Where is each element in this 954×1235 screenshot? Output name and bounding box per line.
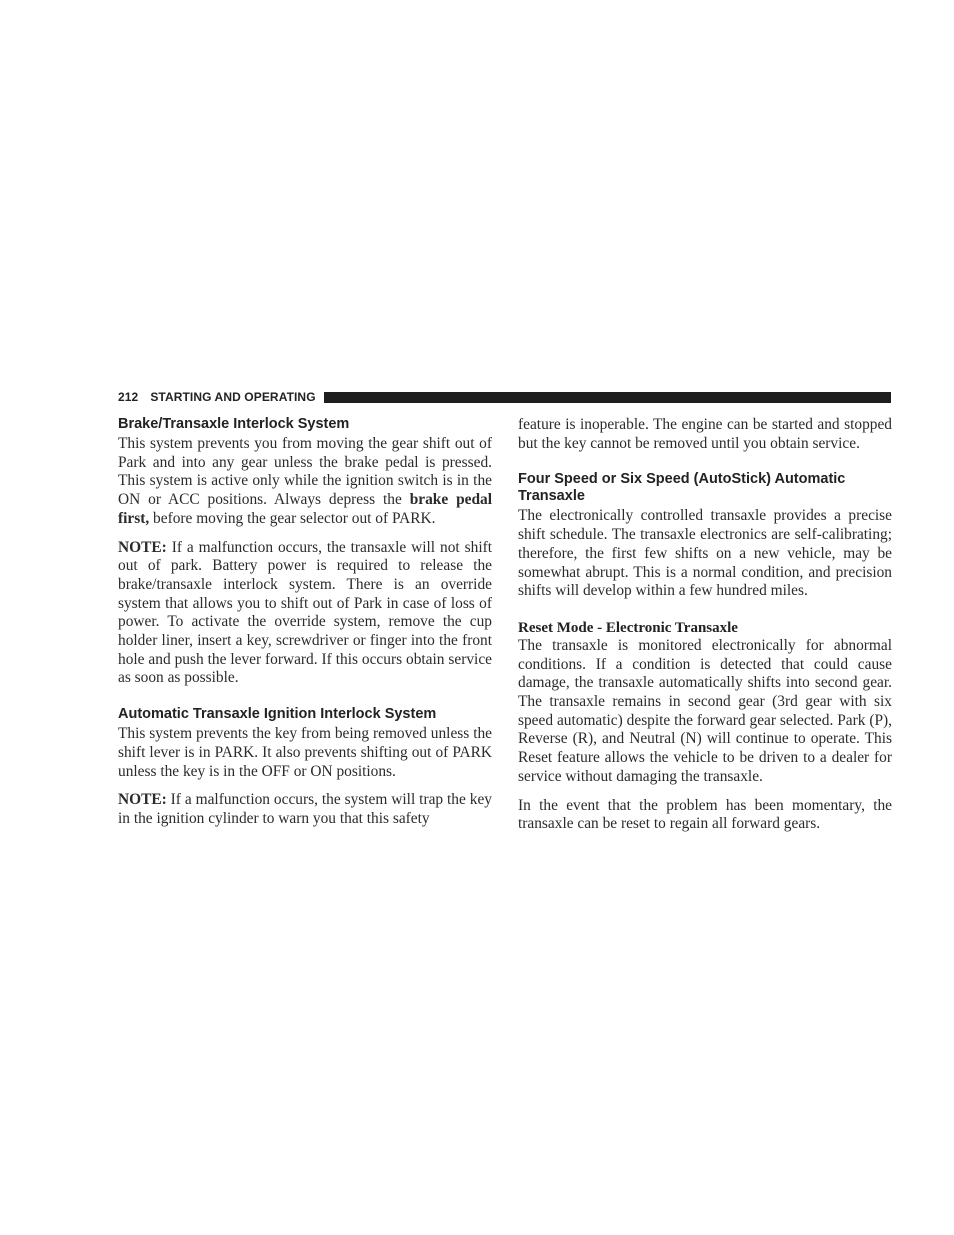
brake-interlock-note <box>118 539 492 689</box>
brake-pedal-emphasis: brake pedal first, <box>118 491 492 527</box>
note-label: NOTE: <box>118 538 167 556</box>
page-number: 212 <box>118 390 139 404</box>
ignition-interlock-note <box>118 791 492 828</box>
left-column <box>118 416 492 839</box>
note-label: NOTE: <box>118 791 167 809</box>
reset-mode-heading: Reset Mode - Electronic Transaxle <box>518 619 738 636</box>
ignition-interlock-heading: Automatic Transaxle Ignition Interlock System <box>118 706 437 723</box>
section-title: STARTING AND OPERATING <box>150 390 316 404</box>
reset-mode-paragraph: The transaxle is monitored electronically for abnormal conditions. If a condition is detected that could cause damage, the transaxle automatically shifts into second gear. The transaxle remains in second gear (3rd gear with six speed automatic) despite the forward gear selected. Park (P), Reverse (R), and Neutral (N) will continue to operate. This Reset feature allows the vehicle to be driven to a dealer for service without damaging the transaxle. <box>518 636 892 785</box>
continued-note-text: feature is inoperable. The engine can be started and stopped but the key cannot be removed until you obtain service. <box>518 416 892 452</box>
brake-interlock-heading: Brake/Transaxle Interlock System <box>118 416 350 432</box>
note-text: If a malfunction occurs, the transaxle will not shift out of park. Battery power is required to release the brake/transaxle interlock system. There is an override system that allows you to shift out of Park in case of loss of power. To activate the override system, remove the cup holder liner, insert a key, screwdriver or finger into the front hole and push the lever forward. If this occurs obtain service as soon as possible. <box>118 538 492 687</box>
autostick-paragraph: The electronically controlled transaxle provides a precise shift schedule. The transaxle electronics are self-calibrating; therefore, the first few shifts on a new vehicle, may be somewhat abrupt. This is a normal condition, and precision shifts will develop within a few hundred miles. <box>518 507 892 600</box>
header-rule <box>324 392 891 403</box>
ignition-interlock-paragraph: This system prevents the key from being removed unless the shift lever is in PARK. It also prevents shifting out of PARK unless the key is in the OFF or ON positions. <box>118 725 492 780</box>
right-column <box>518 416 892 844</box>
reset-mode-paragraph-2: In the event that the problem has been momentary, the transaxle can be reset to regain all forward gears. <box>518 796 892 833</box>
page-header <box>118 389 891 405</box>
brake-interlock-tail: before moving the gear selector out of PARK. <box>149 509 436 527</box>
brake-interlock-paragraph <box>118 435 492 529</box>
note-text: If a malfunction occurs, the system will trap the key in the ignition cylinder to warn you that this safety <box>118 791 492 827</box>
autostick-heading: Four Speed or Six Speed (AutoStick) Automatic Transaxle <box>518 471 846 505</box>
brake-interlock-text: This system prevents you from moving the gear shift out of Park and into any gear unless the brake pedal is pressed. This system is active only while the ignition switch is in the ON or ACC positions. Always depress the <box>118 435 492 509</box>
